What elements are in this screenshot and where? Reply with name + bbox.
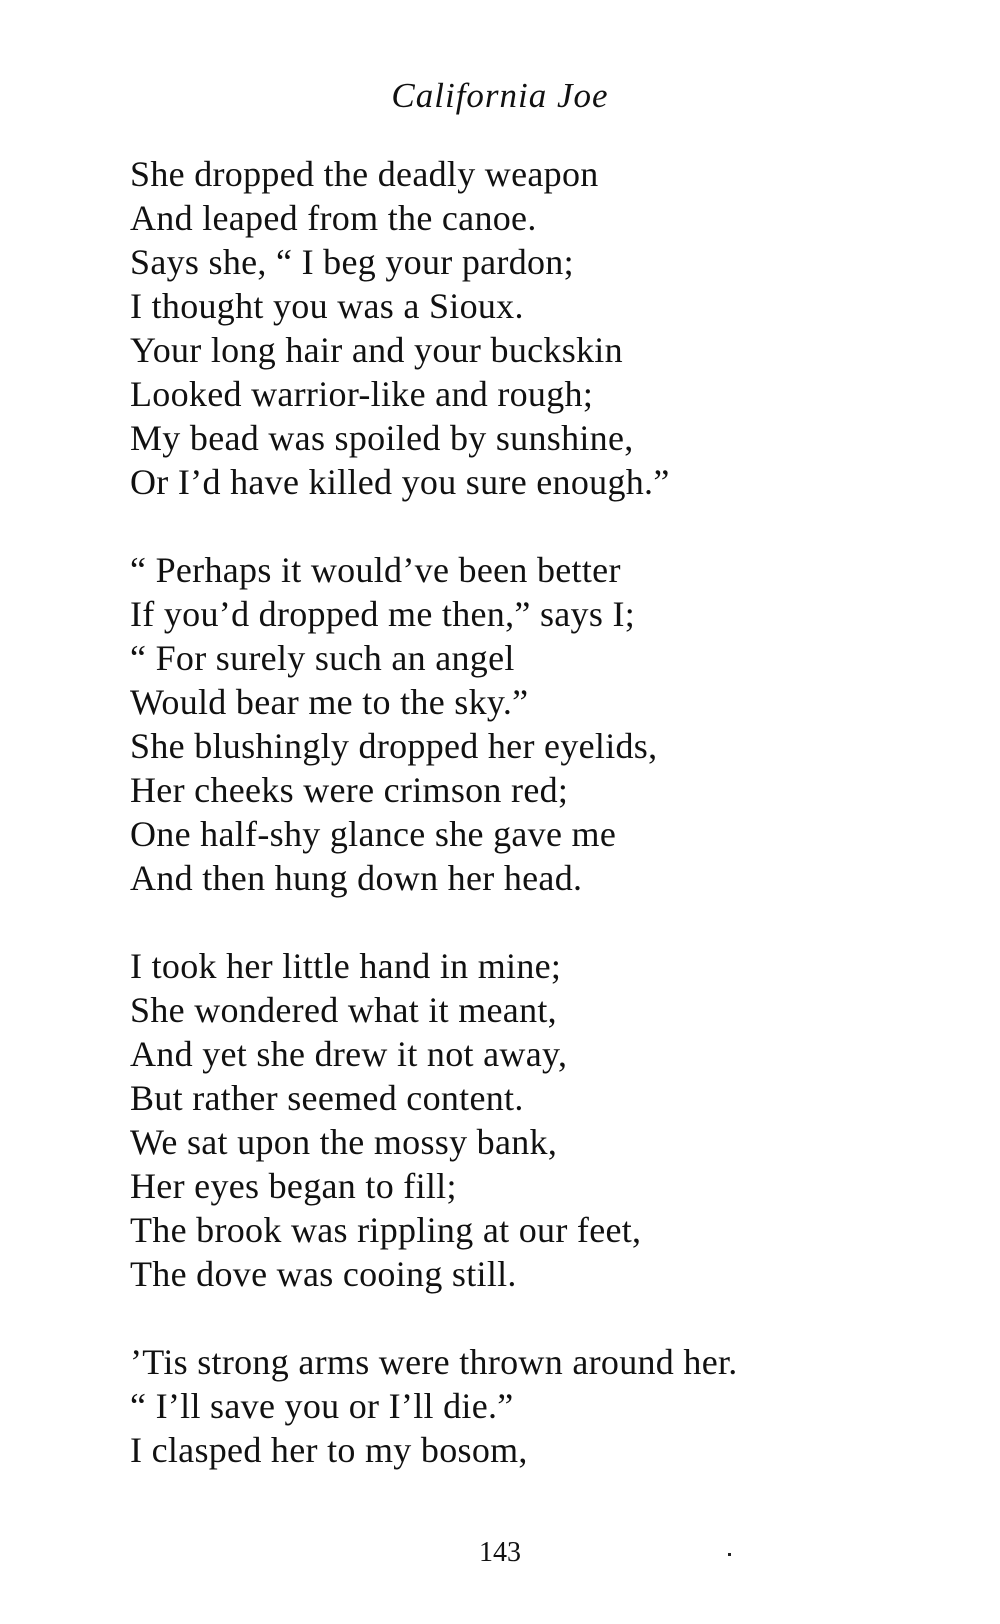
stanza-3 [130,944,950,1296]
poem-line: Her eyes began to fill; [130,1166,457,1206]
page-number: 143 [479,1537,521,1568]
stanza-2 [130,548,950,900]
poem-line: My bead was spoiled by sunshine, [130,418,634,458]
poem-line: She blushingly dropped her eyelids, [130,726,658,766]
running-head: California Joe [391,76,609,115]
poem-line: “ I’ll save you or I’ll die.” [130,1386,514,1426]
poem-line: Looked warrior-like and rough; [130,374,594,414]
poem-line: We sat upon the mossy bank, [130,1122,558,1162]
poem-line: Or I’d have killed you sure enough.” [130,462,670,502]
poem-line: But rather seemed content. [130,1078,524,1118]
poem-line: I took her little hand in mine; [130,946,562,986]
poem-line: And then hung down her head. [130,858,583,898]
poem-line: If you’d dropped me then,” says I; [130,594,636,634]
poem-line: “ For surely such an angel [130,638,515,678]
poem-line: Your long hair and your buckskin [130,330,623,370]
poem-line: The brook was rippling at our feet, [130,1210,642,1250]
poem-body [130,152,950,1516]
poem-line: “ Perhaps it would’ve been better [130,550,621,590]
poem-line: Her cheeks were crimson red; [130,770,569,810]
poem-line: Would bear me to the sky.” [130,682,529,722]
poem-line: One half-shy glance she gave me [130,814,617,854]
poem-line: I clasped her to my bosom, [130,1430,528,1470]
poem-line: And yet she drew it not away, [130,1034,568,1074]
print-speck [728,1553,731,1556]
poem-line: And leaped from the canoe. [130,198,537,238]
poem-line: ’Tis strong arms were thrown around her. [130,1342,738,1382]
poem-line: She wondered what it meant, [130,990,557,1030]
stanza-1 [130,152,950,504]
poem-line: She dropped the deadly weapon [130,154,599,194]
poem-line: I thought you was a Sioux. [130,286,524,326]
poem-line: The dove was cooing still. [130,1254,517,1294]
poem-line: Says she, “ I beg your pardon; [130,242,574,282]
stanza-4 [130,1340,950,1472]
